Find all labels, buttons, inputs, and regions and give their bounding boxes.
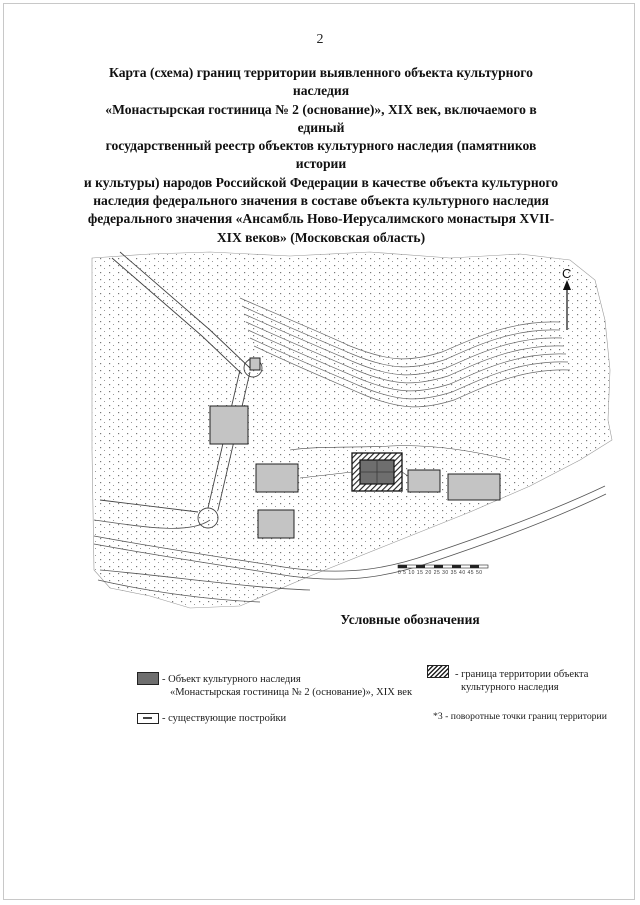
legend-object-line2: «Монастырская гостиница № 2 (основание)», XIX век: [170, 687, 413, 698]
boundary-map: [90, 250, 615, 610]
survey-area: [92, 252, 612, 608]
legend-title: Условные обозначения: [340, 612, 480, 627]
map-drawing: [90, 250, 615, 610]
title-line: государственный реестр объектов культурного наследия (памятников истории: [105, 138, 537, 172]
legend-building-swatch: [137, 713, 159, 724]
heritage-object: [352, 453, 402, 491]
document-title: [82, 64, 560, 247]
title-line: федерального значения «Ансамбль Ново-Иерусалимского монастыря XVII-: [87, 211, 555, 227]
legend-boundary-line2: культурного наследия: [461, 682, 559, 693]
page-number: 2: [316, 32, 324, 47]
building: [448, 474, 500, 500]
title-line: и культуры) народов Российской Федерации в качестве объекта культурного: [83, 174, 559, 190]
title-line: наследия федерального значения в составе объекта культурного наследия: [93, 193, 549, 209]
building: [210, 406, 248, 444]
building: [256, 464, 298, 492]
legend-buildings-text: - существующие постройки: [162, 713, 287, 724]
building: [250, 358, 260, 370]
legend-boundary-text: [455, 668, 588, 694]
legend-object-text: [162, 673, 412, 699]
scale-tick-labels: 0 5 10 15 20 25 30 35 40 45 50: [398, 570, 483, 576]
legend-object-line1: - Объект культурного наследия: [162, 674, 301, 685]
legend-turning-points-text: *3 - поворотные точки границ территории: [433, 711, 607, 722]
scale-bar: [398, 565, 488, 568]
building: [408, 470, 440, 492]
title-line: Карта (схема) границ территории выявленного объекта культурного наследия: [109, 65, 533, 99]
building: [258, 510, 294, 538]
north-label: С: [562, 266, 572, 281]
legend-boundary-line1: - граница территории объекта: [455, 669, 589, 680]
legend-boundary-swatch: [427, 665, 449, 678]
title-line: XIX веков» (Московская область): [216, 229, 426, 245]
title-line: «Монастырская гостиница № 2 (основание)», XIX век, включаемого в единый: [105, 101, 537, 135]
legend-object-swatch: [137, 672, 159, 685]
